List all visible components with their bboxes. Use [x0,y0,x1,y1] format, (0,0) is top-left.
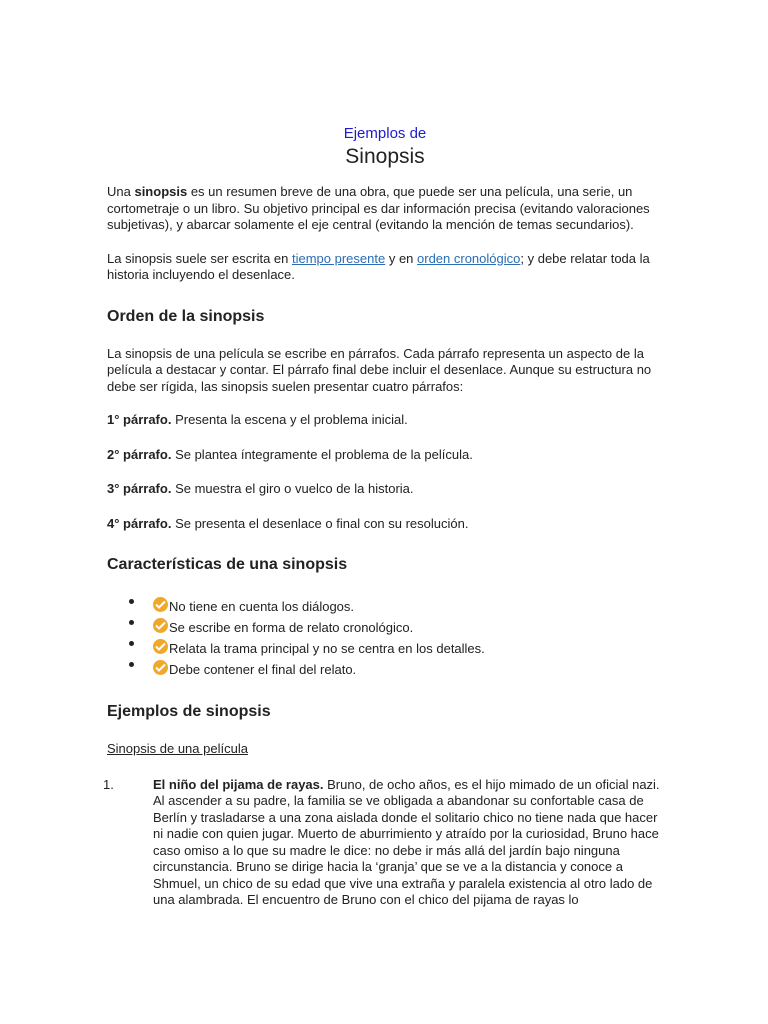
orden-intro: La sinopsis de una película se escribe en párrafos. Cada párrafo representa un aspecto de la película a destacar y contar. El párrafo final debe incluir el desenlace. Aunque su estructura no debe ser rígida, las sinopsis suelen presentar cuatro párrafos: [107,345,652,394]
list-item-text: Se escribe en forma de relato cronológico. [169,620,414,635]
orden-item-label: 2° párrafo. [107,446,172,462]
orden-item-text: Presenta la escena y el problema inicial. [171,412,408,427]
bullet-icon [129,641,134,646]
list-item-text: No tiene en cuenta los diálogos. [169,599,355,614]
orden-item-text: Se presenta el desenlace o final con su resolución. [171,515,469,531]
intro-paragraph-2 [107,251,663,284]
example-title: El niño del pijama de rayas. [153,776,324,792]
example-item-1 [103,776,663,909]
intro-text: y en [385,250,418,266]
list-item [107,615,663,636]
heading-orden: Orden de la sinopsis [107,307,265,325]
check-circle-icon [153,639,168,654]
check-circle-icon [153,660,168,675]
intro-text: La sinopsis suele ser escrita en [107,250,292,266]
bullet-icon [129,620,134,625]
example-number: 1. [103,776,114,792]
orden-item-1 [107,412,663,429]
list-item-text: Debe contener el final del relato. [169,662,357,677]
intro-bold-term: sinopsis [134,184,188,199]
document-title: Sinopsis [345,145,425,168]
example-text: Bruno, de ocho años, es el hijo mimado de un oficial nazi. Al ascender a su padre, la familia se ve obligada a abandonar su confortable casa de Berlín y trasladarse a una zona aislada donde el solitario chico no tiene nada que hacer ni nadie con quien jugar. Muerto de aburrimiento y atraído por la curiosidad, Bruno hace caso omiso a lo que su madre le dice: no debe ir más allá del jardín bajo ninguna circunstancia. Bruno se dirige hacia la ‘granja’ que se ve a la distancia y conoce a Shmuel, un chico de su edad que vive una extraña y paralela existencia al otro lado de una alambrada. El encuentro de Bruno con el chico del pijama de rayas lo [153,776,660,907]
orden-item-label: 3° párrafo. [107,481,172,496]
orden-item-text: Se muestra el giro o vuelco de la historia. [171,481,414,496]
orden-item-3 [107,481,663,498]
orden-item-label: 1° párrafo. [107,412,172,427]
heading-ejemplos: Ejemplos de sinopsis [107,703,271,720]
document-page [103,124,663,909]
list-item [107,657,663,678]
list-item [107,636,663,657]
intro-text: es un resumen breve de una obra, que puede ser una película, una serie, un cortometraje o un libro. Su objetivo principal es dar información precisa (evitando valoraciones subjetivas), y abarcar solamente el eje central (evitando la mención de temas secundarios). [107,184,650,232]
heading-caracteristicas: Características de una sinopsis [107,556,348,573]
caracteristicas-list [107,594,663,678]
orden-item-text: Se plantea íntegramente el problema de la película. [171,446,473,462]
document-kicker: Ejemplos de [343,125,427,142]
check-circle-icon [153,597,168,612]
check-circle-icon [153,618,168,633]
orden-item-4 [107,516,663,533]
intro-text: ; y debe relatar toda la historia incluyendo el desenlace. [107,250,650,282]
bullet-icon [129,662,134,667]
list-item [107,594,663,615]
link-tiempo-presente[interactable]: tiempo presente [291,250,386,266]
link-orden-cronologico[interactable]: orden cronológico [417,250,521,266]
orden-item-2 [107,447,663,464]
subheading-pelicula: Sinopsis de una película [107,741,248,756]
orden-item-label: 4° párrafo. [107,515,172,531]
intro-text: Una [107,184,135,199]
bullet-icon [129,599,134,604]
intro-paragraph-1 [107,184,663,234]
list-item-text: Relata la trama principal y no se centra en los detalles. [169,641,485,656]
